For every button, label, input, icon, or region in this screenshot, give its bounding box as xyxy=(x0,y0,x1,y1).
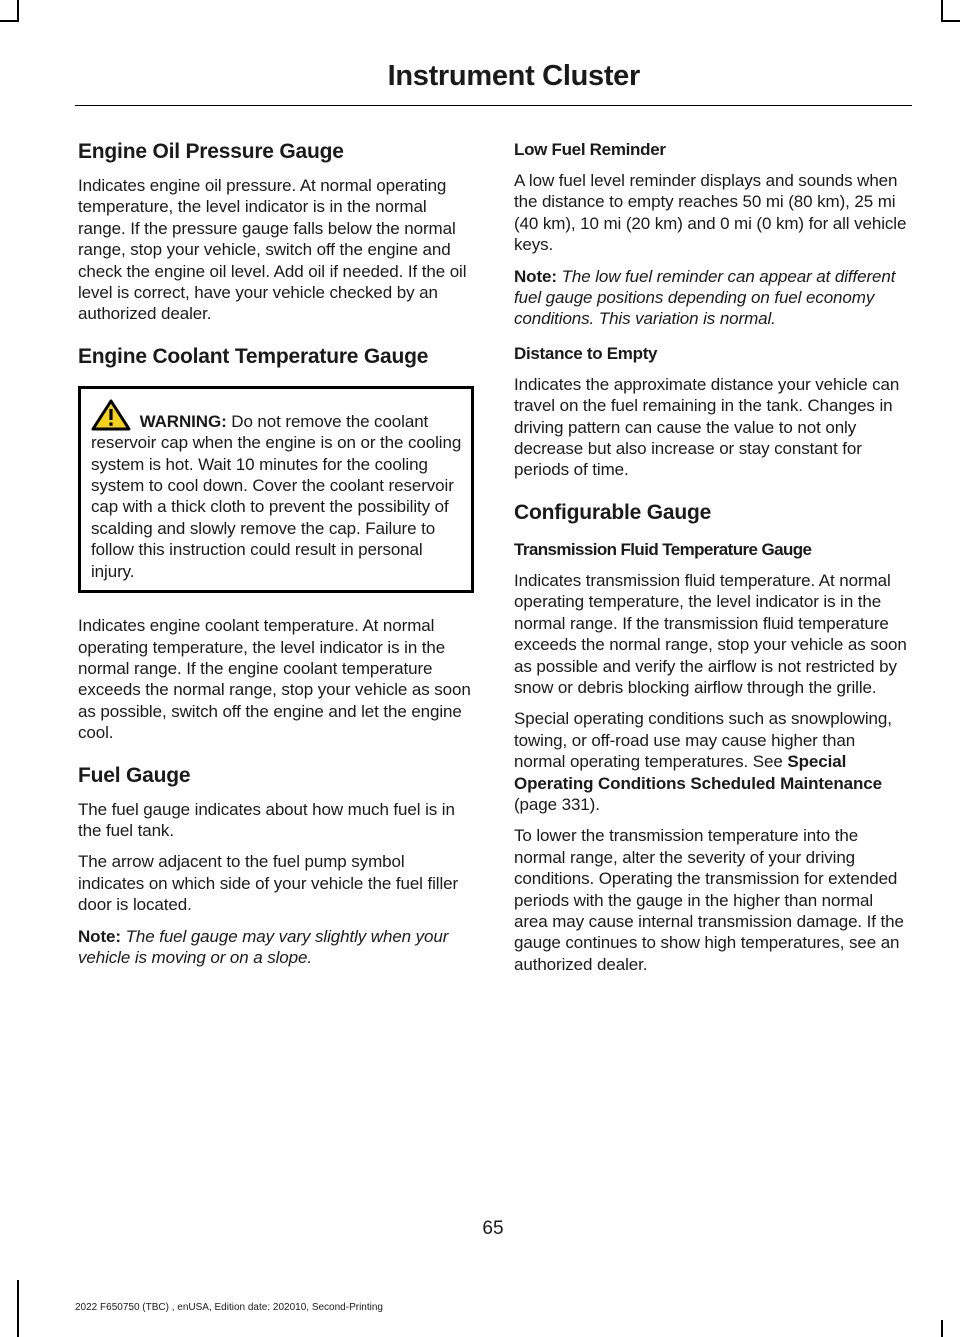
fuel-gauge-p2: The arrow adjacent to the fuel pump symbol indicates on which side of your vehicle the fuel filler door is located. xyxy=(78,852,459,915)
low-fuel-note xyxy=(514,266,910,330)
coolant-heading: Engine Coolant Temperature Gauge xyxy=(78,344,429,368)
crop-mark xyxy=(17,0,19,22)
transmission-temp-p2 xyxy=(514,708,910,815)
distance-to-empty-heading: Distance to Empty xyxy=(514,343,658,363)
warning-paragraph xyxy=(91,399,463,582)
p2-text: Special operating conditions such as snowplowing, towing, or off-road use may cause higher than normal operating temperatures. See xyxy=(514,709,892,772)
note-label: Note: xyxy=(78,926,121,946)
oil-pressure-heading: Engine Oil Pressure Gauge xyxy=(78,140,344,163)
fuel-gauge-p1: The fuel gauge indicates about how much fuel is in the fuel tank. xyxy=(78,799,455,840)
crop-mark xyxy=(941,1320,943,1337)
warning-label: WARNING: xyxy=(139,411,227,431)
low-fuel-heading: Low Fuel Reminder xyxy=(514,140,666,159)
oil-pressure-body: Indicates engine oil pressure. At normal operating temperature, the level indicator is in the normal range. If the pressure gauge falls below the normal range, stop your vehicle, switch off the engine and check the engine oil level. Add oil if needed. If the oil level is correct, have your vehicle checked by an authorized dealer. xyxy=(78,176,467,324)
fuel-gauge-note xyxy=(78,926,474,969)
left-column xyxy=(78,140,474,978)
configurable-gauge-heading: Configurable Gauge xyxy=(514,500,712,524)
crop-mark xyxy=(0,20,19,22)
coolant-body: Indicates engine coolant temperature. At normal operating temperature, the level indicator is in the normal range. If the engine coolant temperature exceeds the normal range, stop your vehicle as soon as possible, switch off the engine and let the engine cool. xyxy=(78,616,471,743)
right-column xyxy=(514,140,910,985)
warning-text: Do not remove the coolant reservoir cap when the engine is on or the cooling system is hot. Wait 10 minutes for the cooling system to cool down. Cover the coolant reservoir cap with a thick cloth to prevent the possibility of scalding and slowly remove the cap. Failure to follow this instruction could result in personal injury. xyxy=(91,411,462,581)
special-operating-conditions-link[interactable]: Special Operating Conditions Scheduled Maintenance xyxy=(514,752,882,793)
warning-box xyxy=(78,386,474,593)
footer-edition-text: 2022 F650750 (TBC) , enUSA, Edition date: 202010, Second-Printing xyxy=(75,1302,383,1313)
header-divider xyxy=(75,105,912,106)
note-text: The fuel gauge may vary slightly when your vehicle is moving or on a slope. xyxy=(78,926,449,967)
p2-page-ref: (page 331). xyxy=(514,794,600,814)
note-label: Note: xyxy=(514,266,557,286)
note-text: The low fuel reminder can appear at different fuel gauge positions depending on fuel economy conditions. This variation is normal. xyxy=(514,266,896,329)
page-number: 65 xyxy=(482,1218,504,1239)
transmission-temp-p1: Indicates transmission fluid temperature. At normal operating temperature, the level indicator is in the normal range. If the transmission fluid temperature exceeds the normal range, stop your vehicle as soon as possible and verify the airflow is not restricted by snow or debris blocking airflow through the grille. xyxy=(514,570,907,697)
low-fuel-body: A low fuel level reminder displays and sounds when the distance to empty reaches 50 mi (80 km), 25 mi (40 km), 10 mi (20 km) and 0 mi (0 km) for all vehicle keys. xyxy=(514,171,907,255)
distance-to-empty-body: Indicates the approximate distance your vehicle can travel on the fuel remaining in the tank. Changes in driving pattern can cause the value to not only decrease but also increase or stay constant for periods of time. xyxy=(514,374,900,480)
fuel-gauge-heading: Fuel Gauge xyxy=(78,763,191,787)
transmission-temp-p3: To lower the transmission temperature into the normal range, alter the severity of your driving conditions. Operating the transmission for extended periods with the gauge in the higher than normal area may cause internal transmission damage. If the gauge continues to show high temperatures, see an authorized dealer. xyxy=(514,826,904,974)
transmission-temp-heading: Transmission Fluid Temperature Gauge xyxy=(514,539,812,559)
warning-triangle-icon xyxy=(91,399,135,431)
page-header-title: Instrument Cluster xyxy=(387,60,640,92)
crop-mark xyxy=(17,1280,19,1337)
crop-mark xyxy=(941,0,943,22)
crop-mark xyxy=(941,20,960,22)
